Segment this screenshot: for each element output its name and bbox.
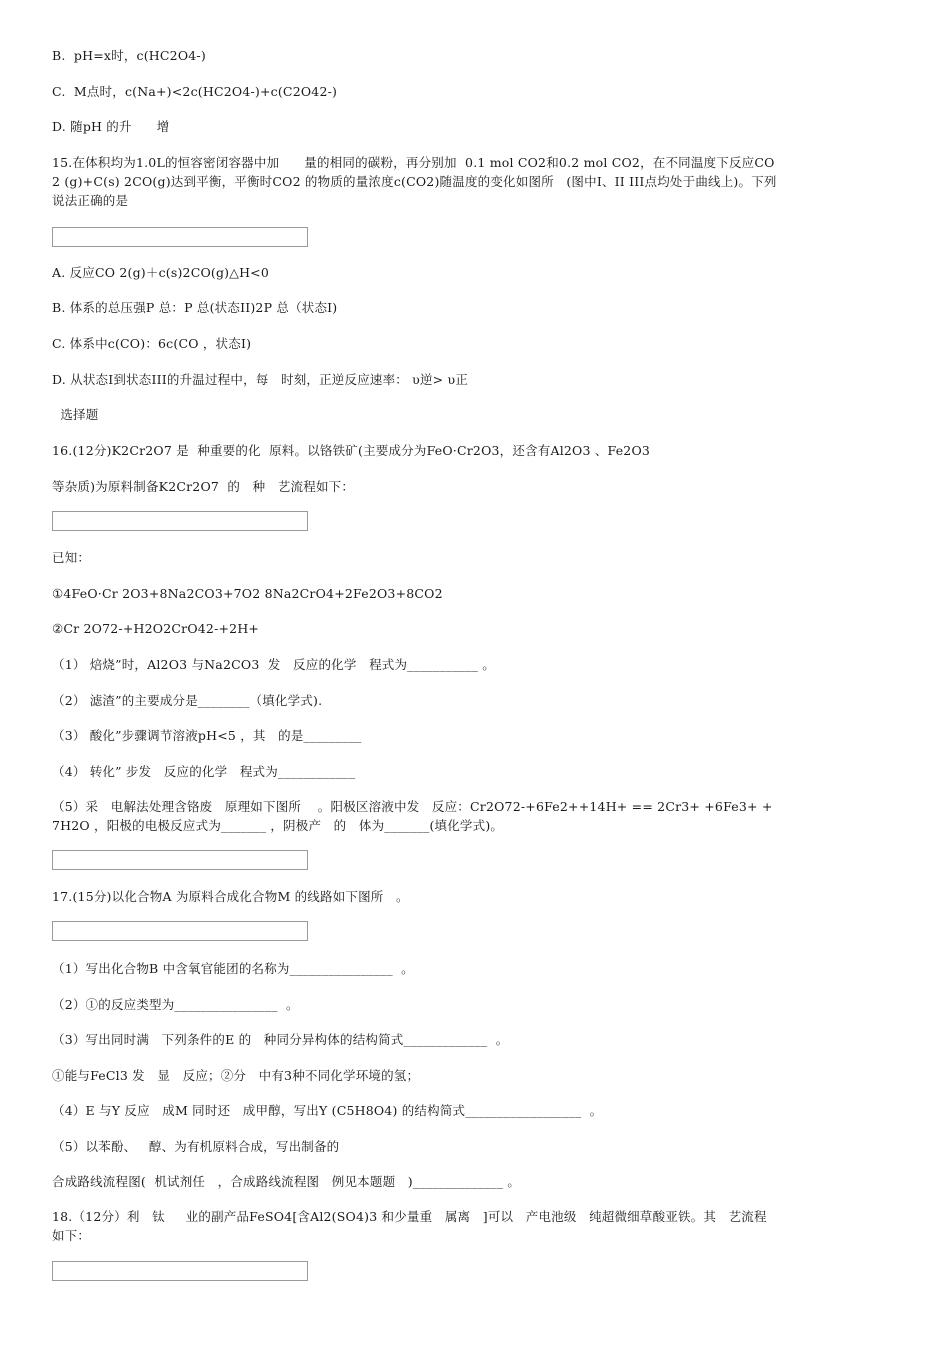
q17-part-3: （3）写出同时满 下列条件的E 的 种同分异构体的结构简式_____________ 。 bbox=[52, 1032, 509, 1047]
question-16-line-1: 16.(12分)K2Cr2O7 是 种重要的化 原料。以铬铁矿(主要成分为FeO·Cr2O3，还含有Al2O3 、Fe2O3 bbox=[52, 443, 651, 458]
q17-part-5-line-1: （5）以苯酚、 醇、为有机原料合成，写出制备的 bbox=[52, 1139, 340, 1154]
q17-part-1: （1）写出化合物B 中含氧官能团的名称为________________ 。 bbox=[52, 961, 414, 976]
option-b-14: B. pH=x时，c(HC2O4-) bbox=[52, 48, 206, 63]
q16-part-2: （2） 滤渣”的主要成分是________（填化学式). bbox=[52, 693, 323, 708]
q16-part-3: （3） 酸化”步骤调节溶液pH<5 ，其 的是_________ bbox=[52, 728, 362, 743]
section-heading: 选择题 bbox=[52, 407, 99, 422]
question-18-line-1: 18.（12分）利 钛 业的副产品FeSO4[含Al2(SO4)3 和少量重 属离 ]可以 产电池级 纯超微细草酸亚铁。其 艺流程 bbox=[52, 1209, 767, 1224]
option-d-14: D. 随pH 的升 增 bbox=[52, 119, 170, 134]
figure-placeholder-q16-flow bbox=[52, 511, 308, 531]
question-15-line-2: 2 (g)+C(s) 2CO(g)达到平衡，平衡时CO2 的物质的量浓度c(CO2)随温度的变化如图所 (图中I、II III点均处于曲线上)。下列 bbox=[52, 174, 777, 189]
q17-condition: ①能与FeCl3 发 显 反应；②分 中有3种不同化学环境的氢； bbox=[52, 1068, 420, 1083]
q17-part-4: （4）E 与Y 反应 成M 同时还 成甲醇，写出Y (C5H8O4) 的结构简式__________________ 。 bbox=[52, 1103, 603, 1118]
q16-part-5-line-2: 7H2O ，阳极的电极反应式为_______ ，阴极产 的 体为_______(填化学式)。 bbox=[52, 818, 504, 833]
question-17: 17.(15分)以化合物A 为原料合成化合物M 的线路如下图所 。 bbox=[52, 889, 409, 904]
option-d-15: D. 从状态I到状态III的升温过程中，每 时刻，正逆反应速率： υ逆> υ正 bbox=[52, 372, 469, 387]
reaction-1: ①4FeO·Cr 2O3+8Na2CO3+7O2 8Na2CrO4+2Fe2O3+8CO2 bbox=[52, 586, 443, 601]
option-c-14: C. M点时，c(Na+)<2c(HC2O4-)+c(C2O42-) bbox=[52, 84, 338, 99]
q16-part-5-line-1: （5）采 电解法处理含铬废 原理如下图所 。阳极区溶液中发 反应：Cr2O72-+6Fe2++14H+ == 2Cr3+ +6Fe3+ + bbox=[52, 799, 773, 814]
question-18-line-2: 如下： bbox=[52, 1228, 91, 1243]
question-15-line-1: 15.在体积均为1.0L的恒容密闭容器中加 量的相同的碳粉，再分别加 0.1 mol CO2和0.2 mol CO2，在不同温度下反应CO bbox=[52, 155, 775, 170]
option-c-15: C. 体系中c(CO)：6c(CO ，状态I) bbox=[52, 336, 252, 351]
question-16-line-2: 等杂质)为原料制备K2Cr2O7 的 种 艺流程如下： bbox=[52, 479, 355, 494]
figure-placeholder-q15 bbox=[52, 227, 308, 247]
q17-part-2: （2）①的反应类型为________________ 。 bbox=[52, 997, 299, 1012]
option-a-15: A. 反应CO 2(g)＋c(s)2CO(g)△H<0 bbox=[52, 265, 269, 280]
q16-part-4: （4） 转化” 步发 反应的化学 程式为____________ bbox=[52, 764, 356, 779]
option-b-15: B. 体系的总压强P 总：P 总(状态II)2P 总（状态I) bbox=[52, 300, 338, 315]
q17-part-5-line-2: 合成路线流程图( 机试剂任 ，合成路线流程图 例见本题题 )______________ 。 bbox=[52, 1174, 521, 1189]
figure-placeholder-q17 bbox=[52, 921, 308, 941]
question-15-line-3: 说法正确的是 bbox=[52, 193, 129, 208]
given-label: 已知： bbox=[52, 550, 91, 565]
q16-part-1: （1） 焙烧”时，Al2O3 与Na2CO3 发 反应的化学 程式为___________ 。 bbox=[52, 657, 495, 672]
figure-placeholder-q16-electrolysis bbox=[52, 850, 308, 870]
figure-placeholder-q18 bbox=[52, 1261, 308, 1281]
reaction-2: ②Cr 2O72-+H2O2CrO42-+2H+ bbox=[52, 621, 260, 636]
